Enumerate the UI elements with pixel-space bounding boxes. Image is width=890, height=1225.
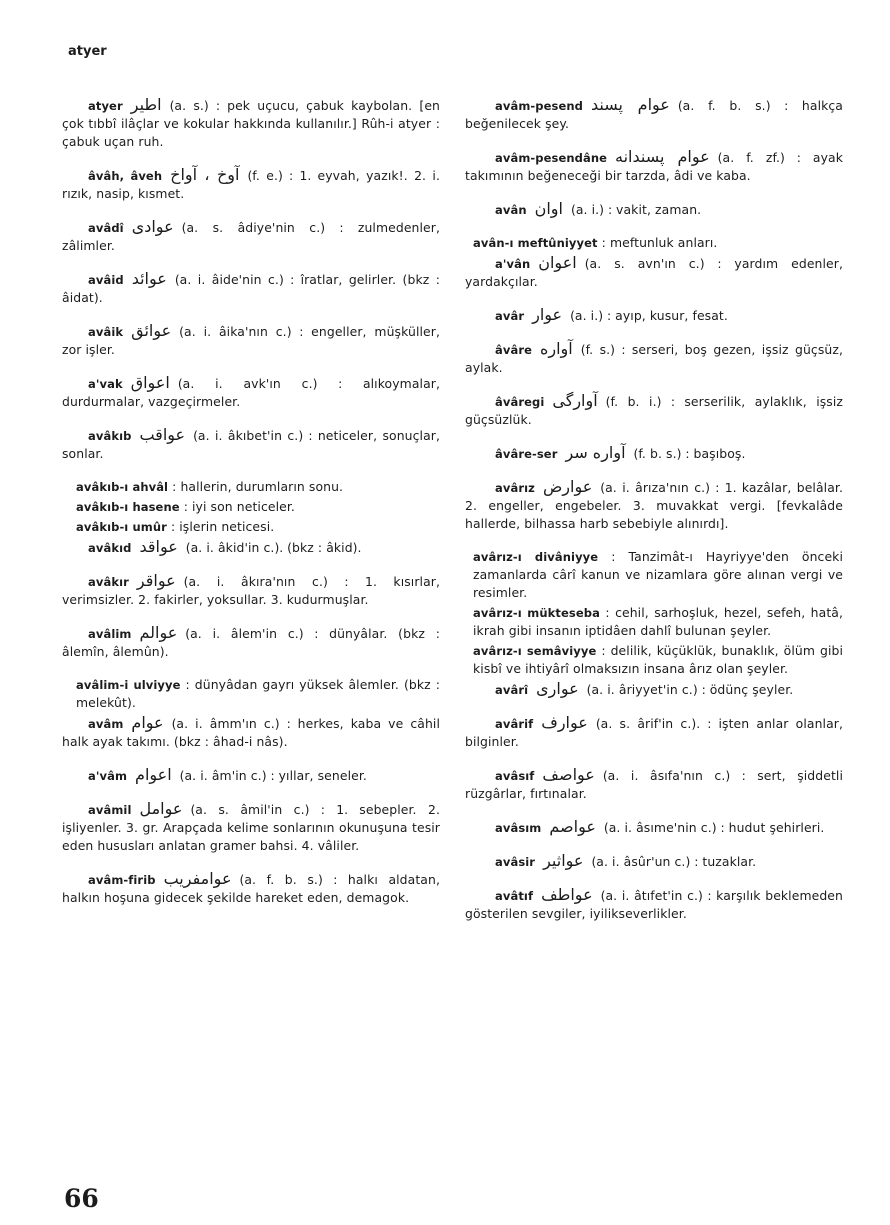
headword: a'vâm	[88, 769, 128, 783]
dictionary-subentry	[465, 604, 843, 640]
arabic-script: اعوان	[538, 253, 577, 272]
dictionary-entry	[465, 200, 843, 219]
dictionary-entry	[465, 766, 843, 803]
headword: avâm-pesendâne	[495, 151, 608, 165]
left-column	[62, 96, 440, 922]
dictionary-entry	[62, 374, 440, 411]
arabic-script: عوارف	[541, 713, 588, 732]
arabic-script: عوائد	[131, 269, 167, 288]
headword: avârif	[495, 717, 534, 731]
dictionary-entry	[62, 572, 440, 609]
definition-text: (a. i. âm'in c.) : yıllar, seneler.	[179, 768, 367, 783]
dictionary-subentry	[62, 478, 440, 496]
definition-text: (a. i. âtıfet'in c.) : karşılık beklemeden gösterilen sevgiler, iyilikseverlikler.	[465, 888, 843, 921]
definition-text: (a. s.) : pek uçucu, çabuk kaybolan. [en çok tıbbî ilâçlar ve kokular hakkında kullanılır.] Rûh-i atyer : çabuk uçan ruh.	[62, 98, 440, 149]
definition-text: (a. f. b. s.) : halkça beğenilecek şey.	[465, 98, 843, 131]
arabic-script: عوامل	[139, 799, 183, 818]
dictionary-entry	[465, 148, 843, 185]
headword: avân	[495, 203, 527, 217]
dictionary-entry	[62, 714, 440, 751]
dictionary-entry	[62, 870, 440, 907]
dictionary-entry	[465, 478, 843, 533]
definition-text: : işlerin neticesi.	[170, 519, 275, 534]
dictionary-entry	[465, 818, 843, 837]
definition-text: : delilik, küçüklük, bunaklık, ölüm gibi kisbî ve ihtiyârî olmaksızın insana ârız olan şeyler.	[473, 643, 843, 676]
arabic-script: عوام	[131, 713, 164, 732]
headword: avârî	[495, 683, 529, 697]
headword: avârız	[495, 481, 535, 495]
headword: avâsıf	[495, 769, 535, 783]
definition-text: : Tanzimât-ı Hayriyye'den önceki zamanlarda cârî kanun ve nizamlara göre alınan vergi ve resimler.	[473, 549, 843, 600]
definition-text: (a. i. âsıfa'nın c.) : sert, şiddetli rüzgârlar, fırtınalar.	[465, 768, 843, 801]
definition-text: : hallerin, durumların sonu.	[172, 479, 344, 494]
dictionary-entry	[62, 270, 440, 307]
arabic-script: آوارگى	[552, 391, 598, 410]
definition-text: (a. s. avn'ın c.) : yardım edenler, yardakçılar.	[465, 256, 843, 289]
headword: avâkır	[88, 575, 129, 589]
headword: avâkıb	[88, 429, 132, 443]
headword: avâkıd	[88, 541, 132, 555]
definition-text: (a. i. avk'ın c.) : alıkoymalar, durdurmalar, vazgeçirmeler.	[62, 376, 440, 409]
headword: avârız-ı mükteseba	[473, 606, 600, 620]
definition-text: (a. i. âkid'in c.). (bkz : âkid).	[185, 540, 362, 555]
dictionary-entry	[465, 392, 843, 429]
definition-text: (a. i. âkıbet'in c.) : neticeler, sonuçlar, sonlar.	[62, 428, 440, 461]
headword: avâlim-i ulviyye	[76, 678, 181, 692]
definition-text: : iyi son neticeler.	[183, 499, 295, 514]
arabic-script: عواصف	[542, 765, 595, 784]
dictionary-entry	[465, 96, 843, 133]
arabic-script: آواره	[540, 339, 573, 358]
headword: avâlim	[88, 627, 132, 641]
definition-text: : meftunluk anları.	[601, 235, 718, 250]
right-column	[465, 96, 843, 938]
headword: âvâre	[495, 343, 532, 357]
definition-text: (a. i. ârıza'nın c.) : 1. kazâlar, belâlar. 2. engeller, engebeler. 3. muvakkat vergi. [fevkalâde hallerde, bilhassa harb sebebiyle alınırdı].	[465, 480, 843, 531]
headword: avâkıb-ı ahvâl	[76, 480, 169, 494]
dictionary-entry	[465, 852, 843, 871]
definition-text: (a. i. âriyyet'in c.) : ödünç şeyler.	[586, 682, 794, 697]
dictionary-subentry	[62, 518, 440, 536]
headword: âvâre-ser	[495, 447, 558, 461]
dictionary-entry	[465, 340, 843, 377]
arabic-script: اعواق	[130, 373, 170, 392]
arabic-script: اطیر	[130, 95, 162, 114]
dictionary-entry	[465, 886, 843, 923]
headword: avâsım	[495, 821, 542, 835]
dictionary-subentry	[465, 642, 843, 678]
arabic-script: آوخ ، آواخ	[170, 165, 240, 184]
definition-text: : dünyâdan gayrı yüksek âlemler. (bkz : melekût).	[76, 677, 440, 710]
headword: avâtıf	[495, 889, 534, 903]
headword: atyer	[88, 99, 123, 113]
page-number: 66	[64, 1184, 99, 1213]
definition-text: (a. i. âsıme'nin c.) : hudut şehirleri.	[603, 820, 825, 835]
dictionary-subentry	[465, 234, 843, 252]
arabic-script: عوام پسند	[590, 95, 670, 114]
definition-text: : cehil, sarhoşluk, hezel, sefeh, hatâ, ikrah gibi insanın iptidâen dahlî bulunan şeyler.	[473, 605, 844, 638]
definition-text: (a. i. âide'nin c.) : îratlar, gelirler. (bkz : âidat).	[62, 272, 440, 305]
arabic-script: عواقد	[139, 537, 178, 556]
dictionary-subentry	[62, 676, 440, 712]
definition-text: (f. s.) : serseri, boş gezen, işsiz güçsüz, aylak.	[465, 342, 843, 375]
definition-text: (a. i. âlem'in c.) : dünyâlar. (bkz : âlemîn, âlemûn).	[62, 626, 440, 659]
arabic-script: عوارى	[536, 679, 579, 698]
dictionary-entry	[465, 714, 843, 751]
arabic-script: اعوام	[135, 765, 172, 784]
headword: avâm	[88, 717, 124, 731]
dictionary-entry	[62, 624, 440, 661]
dictionary-subentry	[465, 548, 843, 602]
dictionary-entry	[62, 96, 440, 151]
arabic-script: عواصم	[549, 817, 596, 836]
arabic-script: عوائق	[131, 321, 172, 340]
headword: avâm-pesend	[495, 99, 583, 113]
dictionary-entry	[465, 680, 843, 699]
headword: avârız-ı divâniyye	[473, 550, 599, 564]
definition-text: (f. b. i.) : serserilik, aylaklık, işsiz güçsüzlük.	[465, 394, 843, 427]
arabic-script: اوان	[534, 199, 563, 218]
dictionary-entry	[465, 254, 843, 291]
headword: avâkıb-ı umûr	[76, 520, 167, 534]
arabic-script: عواطف	[541, 885, 593, 904]
dictionary-entry	[465, 306, 843, 325]
arabic-script: عواقر	[136, 571, 176, 590]
headword: âvâregi	[495, 395, 545, 409]
definition-text: (a. i.) : ayıp, kusur, fesat.	[570, 308, 728, 323]
headword: avân-ı meftûniyyet	[473, 236, 598, 250]
dictionary-entry	[62, 766, 440, 785]
arabic-script: عواثیر	[543, 851, 584, 870]
arabic-script: عوامفریب	[163, 869, 232, 888]
definition-text: (a. f. b. s.) : halkı aldatan, halkın hoşuna gidecek şekilde hareket eden, demagok.	[62, 872, 440, 905]
dictionary-entry	[62, 218, 440, 255]
headword: âvâh, âveh	[88, 169, 163, 183]
dictionary-entry	[62, 538, 440, 557]
definition-text: (a. s. ârif'in c.). : işten anlar olanlar, bilginler.	[465, 716, 843, 749]
dictionary-entry	[62, 322, 440, 359]
arabic-script: عوالم	[139, 623, 178, 642]
arabic-script: عوام پسندانه	[615, 147, 710, 166]
headword: avâkıb-ı hasene	[76, 500, 180, 514]
headword: avâm-firib	[88, 873, 156, 887]
definition-text: (a. s. âdiye'nin c.) : zulmedenler, zâlimler.	[62, 220, 440, 253]
headword: a'vak	[88, 377, 123, 391]
headword: avâdî	[88, 221, 124, 235]
headword: avâmil	[88, 803, 132, 817]
definition-text: (a. f. zf.) : ayak takımının beğeneceği bir tarzda, âdi ve kaba.	[465, 150, 843, 183]
definition-text: (f. e.) : 1. eyvah, yazık!. 2. i. rızık, nasip, kısmet.	[62, 168, 440, 201]
dictionary-entry	[62, 166, 440, 203]
arabic-script: عوادى	[131, 217, 174, 236]
definition-text: (a. i. âmm'ın c.) : herkes, kaba ve câhil halk ayak takımı. (bkz : âhad-i nâs).	[62, 716, 440, 749]
headword: avârız-ı semâviyye	[473, 644, 597, 658]
arabic-script: عواقب	[139, 425, 186, 444]
headword: a'vân	[495, 257, 531, 271]
arabic-script: عوار	[532, 305, 563, 324]
definition-text: (a. s. âmil'in c.) : 1. sebepler. 2. işliyenler. 3. gr. Arapçada kelime sonlarının okunuşuna tesir eden hususları anlatan gramer bahsi. 4. vâliler.	[62, 802, 440, 853]
headword: avâsir	[495, 855, 536, 869]
headword: avâik	[88, 325, 124, 339]
dictionary-entry	[62, 800, 440, 855]
definition-text: (f. b. s.) : başıboş.	[633, 446, 746, 461]
running-head: atyer	[68, 44, 107, 59]
headword: avâr	[495, 309, 525, 323]
headword: avâid	[88, 273, 124, 287]
dictionary-entry	[62, 426, 440, 463]
definition-text: (a. i.) : vakit, zaman.	[570, 202, 702, 217]
dictionary-entry	[465, 444, 843, 463]
definition-text: (a. i. âsûr'un c.) : tuzaklar.	[591, 854, 757, 869]
dictionary-subentry	[62, 498, 440, 516]
arabic-script: آواره سر	[565, 443, 626, 462]
definition-text: (a. i. âkıra'nın c.) : 1. kısırlar, verimsizler. 2. fakirler, yoksullar. 3. kudurmuşlar.	[62, 574, 440, 607]
arabic-script: عوارض	[542, 477, 593, 496]
definition-text: (a. i. âika'nın c.) : engeller, müşküller, zor işler.	[62, 324, 440, 357]
